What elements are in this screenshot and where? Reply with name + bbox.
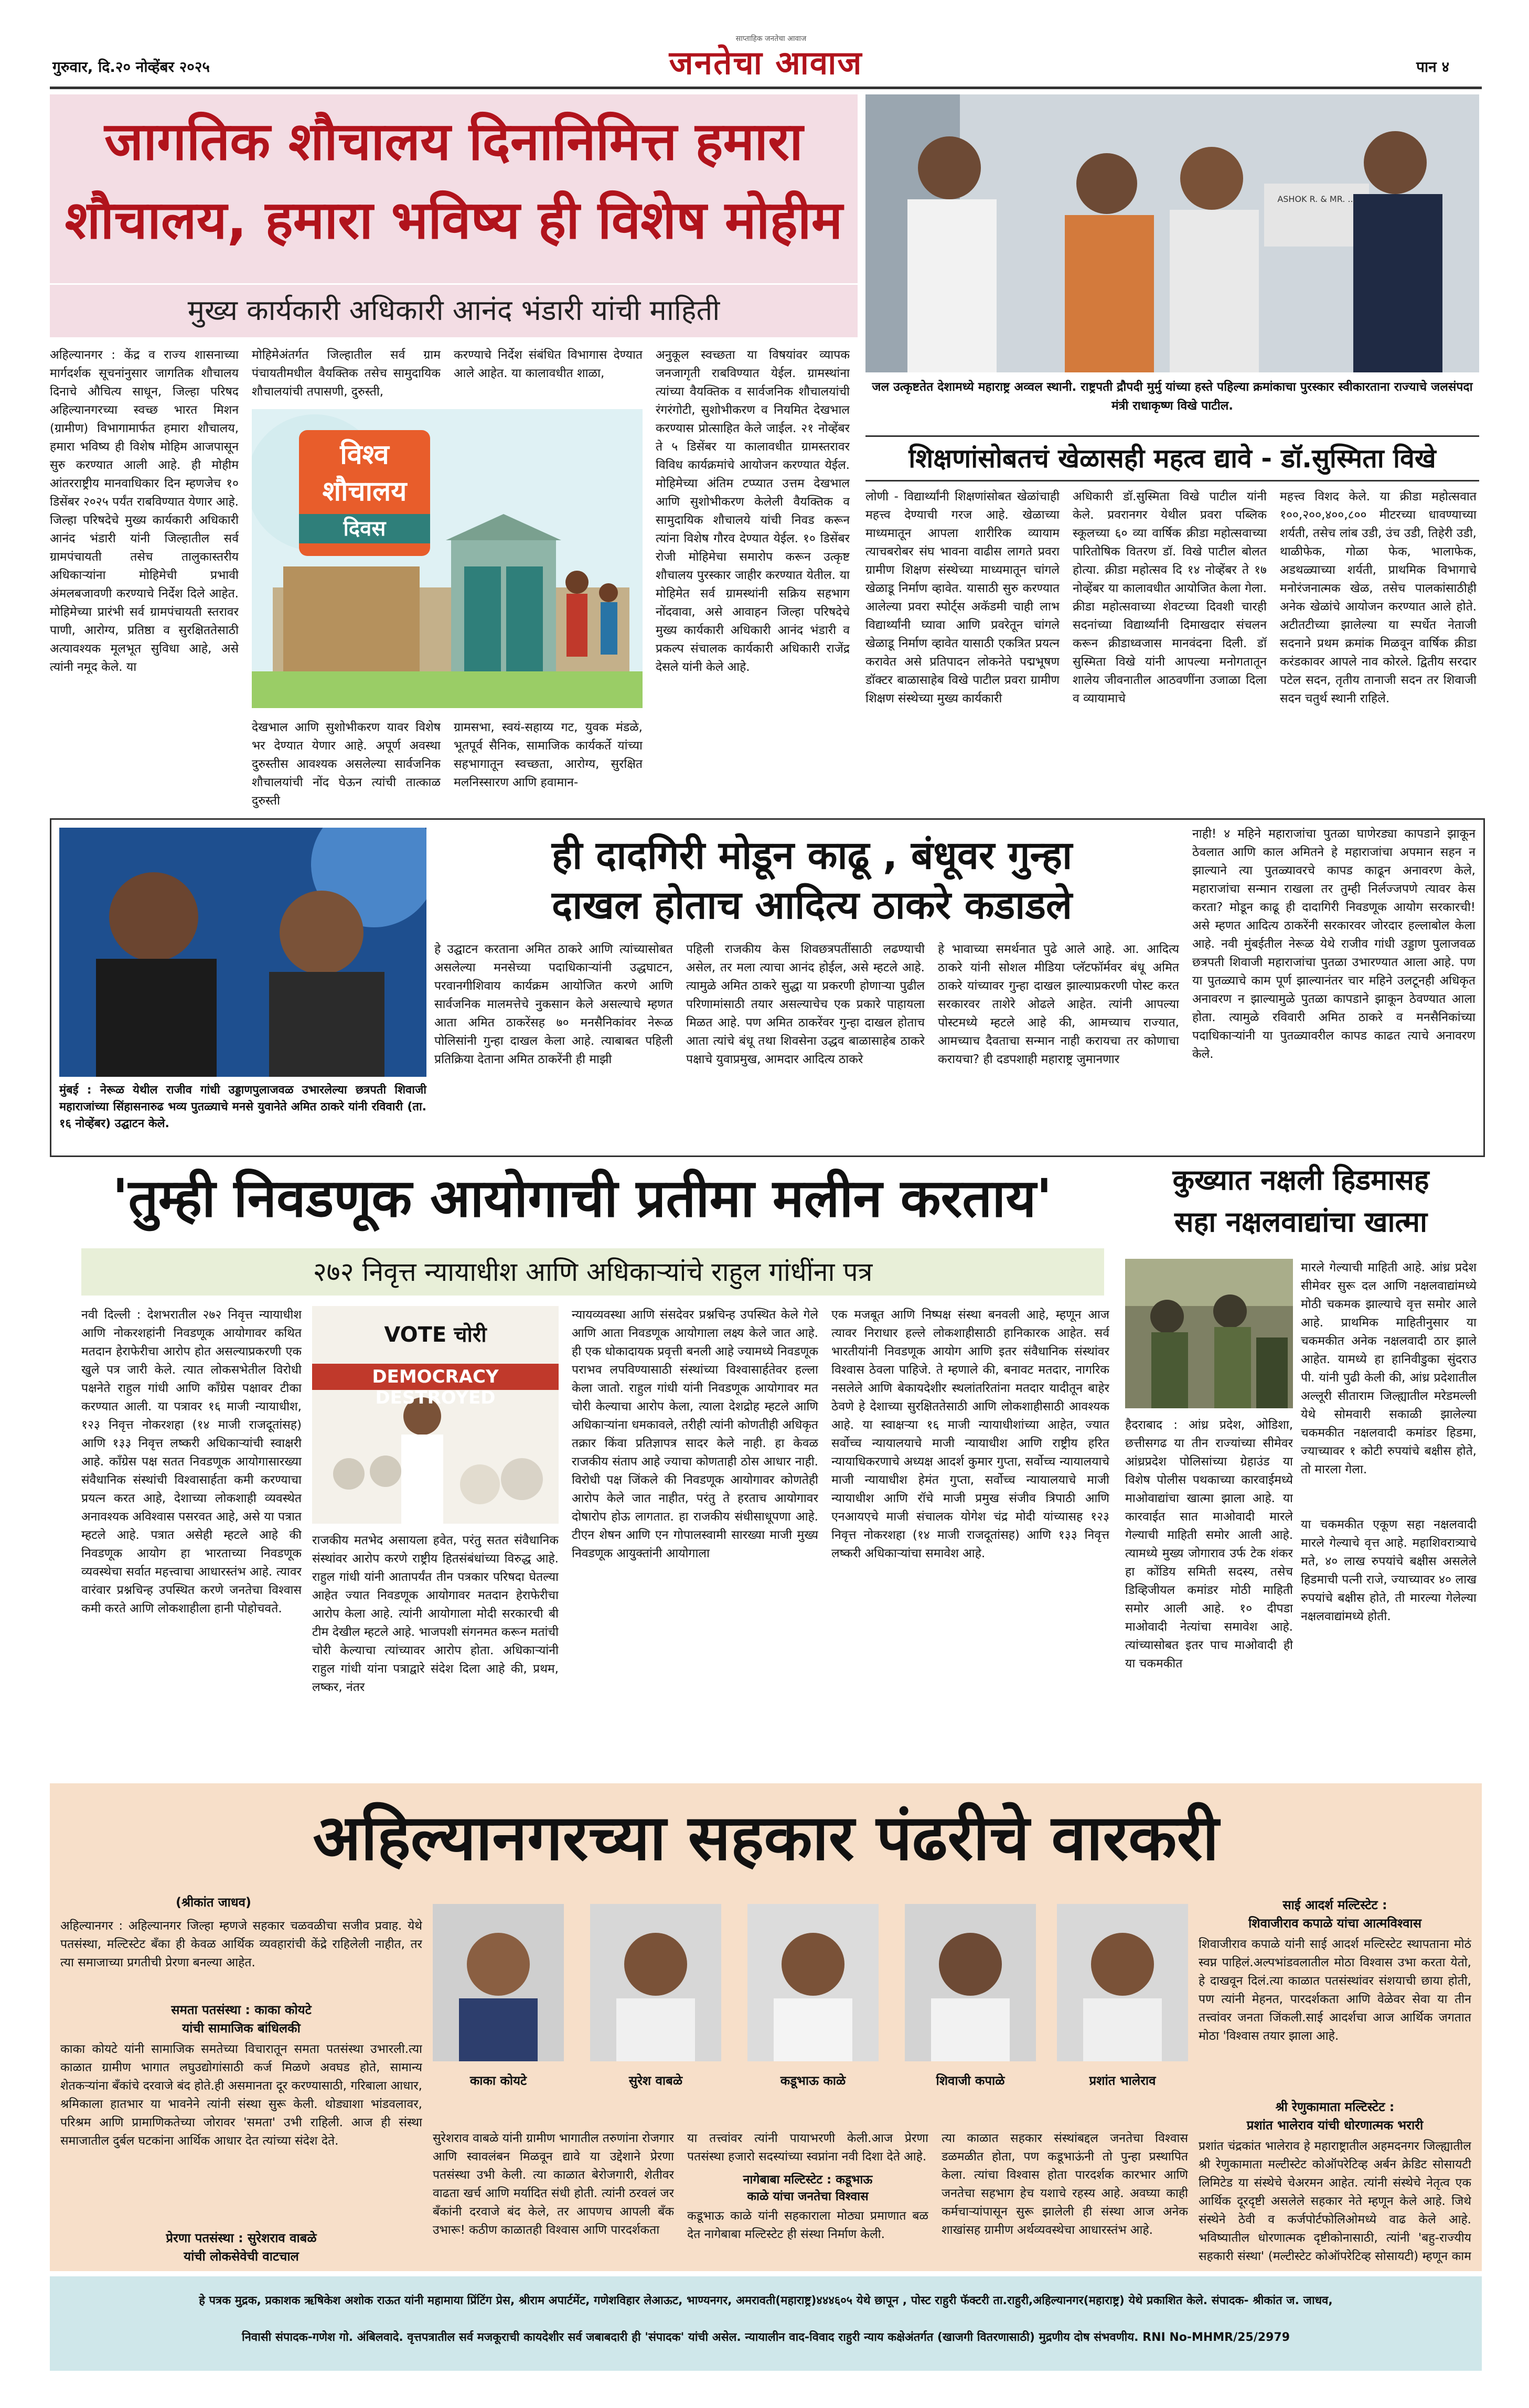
portrait-prashant-bhalerao — [1057, 1904, 1188, 2061]
story7-section1-title: समता पतसंस्था : काका कोयटे — [171, 2003, 312, 2017]
story6-col-left: हैदराबाद : आंध्र प्रदेश, ओडिशा, छत्तीसगढ या तीन राज्यांच्या सीमेवर आंध्रप्रदेश पोलिसांच्या ग्रेहाउंड या विशेष पोलीस पथकाच्या कारवाईमध्ये माओवाद्यांचा खात्मा झाला आहे. या कारवाईत सात माओवादी मारले गेल्याची माहिती समोर आली आहे. त्यामध्ये मुख्य जोगाराव उर्फ टेक शंकर हा कोंडिय समिती सदस्य, तसेच डिव्हिजीयल कमांडर मोठी माहिती समोर आली आहे. १० दीपडा माओवादी नेत्यांचा समावेश आहे. त्यांच्यासोबत इतर पाच माओवादी ही या चकमकीत — [1125, 1418, 1293, 1671]
story7-col-mid1: सुरेशराव वाबळे यांनी ग्रामीण भागातील तरुणांना रोजगार आणि स्वावलंबन मिळवून द्यावे या उद्देशाने प्रेरणा पतसंस्था उभी केली. त्या काळात बेरोजगारी, शेतीवर वाढता खर्च आणि मर्यादित संधी होती. त्यांनी ठरवलं जर बँकांनी दरवाजे बंद केले, तर आपणच आपली बँक उभारू! कठीण काळातही विश्वास आणि पारदर्शकता — [433, 2132, 674, 2237]
story1-col3-bottom: ग्रामसभा, स्वयं-सहाय्य गट, युवक मंडळे, भूतपूर्व सैनिक, सामाजिक कार्यकर्ते यांच्या सहभागातून स्वच्छता, आरोग्य, सुरक्षित मलनिस्सारण आणि हवामान- — [454, 721, 643, 789]
democracy-image — [312, 1306, 559, 1524]
story-cooperative — [50, 1783, 1482, 2271]
story7-section2-sub: यांची लोकसेवेची वाटचाल — [184, 2249, 299, 2264]
portrait-row — [433, 1904, 1188, 2124]
podium-text: ASHOK R. & MR. ... — [1277, 194, 1356, 204]
story1-subhead-box — [50, 283, 858, 337]
story3-headline: शिक्षणांसोबतचं खेळासही महत्व द्यावे - डॉ.सुस्मिता विखे — [908, 443, 1436, 474]
story7-intro: अहिल्यानगर : अहिल्यानगर जिल्हा म्हणजे सहकार चळवळीचा सजीव प्रवाह. येथे पतसंस्था, मल्टिस्टेट बँका ही केवळ आर्थिक व्यवहारांची केंद्रे राहिलेली नाहीत, तर त्या समाजाच्या प्रगतीची प्रेरणा बनल्या आहेत. — [60, 1919, 422, 1970]
story5-subhead: २७२ निवृत्त न्यायाधीश आणि अधिकाऱ्यांचे राहुल गांधींना पत्र — [313, 1257, 873, 1287]
story1-col4: अनुकूल स्वच्छता या विषयांवर व्यापक जनजागृती राबविण्यात येईल. ग्रामस्थांना त्यांच्या वैयक्तिक व सार्वजनिक शौचालयांची रंगरंगोटी, सुशोभीकरण व नियमित देखभाल करण्यास प्रोत्साहित केले जाईल. २१ नोव्हेंबर ते ५ डिसेंबर या कालावधीत ग्रामस्तरावर विविध कार्यक्रमांचे आयोजन करण्यात येईल. मोहिमेच्या अंतिम टप्प्यात उत्तम देखभाल आणि सुशोभीकरण केलेली वैयक्तिक व सामुदायिक शौचालये यांची निवड करून त्यांना विशेष गौरव देण्यात येईल. १० डिसेंबर रोजी मोहिमेचा समारोप करून उत्कृष्ट शौचालय पुरस्कार जाहीर करण्यात येतील. या मोहिमेत सर्व ग्रामस्थांनी सक्रिय सहभाग नोंदवावा, असे आवाहन जिल्हा परिषदेचे मुख्य कार्यकारी अधिकारी आनंद भंडारी व प्रकल्प संचालक कार्यकारी अधिकारी राजेंद्र देसले यांनी केले आहे. — [656, 348, 850, 674]
award-photo-scene — [865, 94, 1479, 372]
story1-col1: अहिल्यानगर : केंद्र व राज्य शासनाच्या मार्गदर्शक सूचनांनुसार जागतिक शौचालय दिनाचे औचित्य साधून, जिल्हा परिषद अहिल्यानगरच्या स्वच्छ भारत मिशन (ग्रामीण) विभागामार्फत हमारा शौचालय, हमारा भविष्य ही विशेष मोहिम आजपासून सुरु करण्यात आली आहे. ही मोहीम आंतरराष्ट्रीय मानवाधिकार दिन म्हणजेच १० डिसेंबर २०२५ पर्यंत राबविण्यात येणार आहे. जिल्हा परिषदेचे मुख्य कार्यकारी अधिकारी आनंद भंडारी यांनी जिल्हातील सर्व ग्रामपंचायती तसेच तालुकास्तरीय अधिकाऱ्यांना मोहिमेची प्रभावी अंमलबजावणी करण्याचे निर्देश दिले आहेत. मोहिमेच्या प्रारंभी सर्व ग्रामपंचायती स्तरावर पाणी, आरोग्य, प्रतिष्ठा व सुरक्षिततेसाठी अत्यावश्यक मूलभूत सुविधा आहे, असे त्यांनी नमूद केले. या — [50, 348, 239, 674]
story3-col2: अधिकारी डॉ.सुस्मिता विखे पाटील यांनी केले. प्रवरानगर येथील प्रवरा पब्लिक स्कूलच्या ६० व्या वार्षिक क्रीडा महोत्सवाच्या पारितोषिक वितरण डॉ. विखे पाटील बोलत होत्या. क्रीडा महोत्सव दि १४ नोव्हेंबर ते १७ नोव्हेंबर या कालावधीत आयोजित केला गेला. क्रीडा महोत्सवाच्या शेवटच्या दिवशी चारही सदनांच्या विद्यार्थ्यांनी दिमाखदार संचलन करून क्रीडाध्वजास मानवंदना दिली. डॉ सुस्मिता विखे यांनी आपल्या मनोगतातून शालेय जीवनातील आठवणींना उजाळा दिला व व्यायामाचे — [1073, 490, 1267, 705]
story1-headline-line2: शौचालय, हमारा भविष्य ही विशेष मोहीम — [65, 189, 843, 251]
portrait-suresh-wable — [590, 1904, 721, 2061]
portrait-5 — [1057, 1904, 1188, 2061]
story-sports — [865, 435, 1479, 839]
toilet-day-graphic — [252, 409, 643, 708]
portrait-name-1: काका कोयटे — [469, 2073, 527, 2088]
masthead-logo: जनतेचा आवाज — [669, 44, 863, 82]
award-photo — [865, 94, 1479, 372]
story-naxal — [1122, 1154, 1479, 1778]
story3-headline-box — [865, 435, 1479, 481]
portrait-name-5: प्रशांत भालेराव — [1089, 2073, 1156, 2088]
story7-col-mid3: त्या काळात सहकार संस्थांबद्दल जनतेचा विश्वास डळमळीत होता, पण कडूभाऊंनी तो पुन्हा प्रस्थापित केला. त्यांचा विश्वास होता पारदर्शक कारभार आणि जनतेचा सहभाग हेच यशाचे रहस्य आहे. अवघ्या काही कर्मचाऱ्यांपासून सुरू झालेली ही संस्था आज अनेक शाखांसह ग्रामीण अर्थव्यवस्थेचा आधारस्तंभ आहे. — [942, 2132, 1188, 2237]
story-thackeray — [50, 818, 1485, 1157]
story4-col1: हे उद्घाटन करताना अमित ठाकरे आणि त्यांच्यासोबत असलेल्या मनसेच्या पदाधिकाऱ्यांनी उद्धघाटन, परवानगीशिवाय कार्यक्रम आयोजित करणे आणि सार्वजनिक मालमत्तेचे नुकसान केले असल्याचे म्हणत आता अमित ठाकरेंसह ७० मनसैनिकांवर नेरूळ पोलिसांनी गुन्हा दाखल केला आहे. त्याबाबत पहिली प्रतिक्रिया देताना अमित ठाकरेंनी ही माझी — [434, 943, 673, 1066]
portrait-name-4: शिवाजी कपाळे — [936, 2073, 1005, 2088]
thackeray-caption: मुंबई : नेरूळ येथील राजीव गांधी उड्डाणपुलाजवळ उभारलेल्या छत्रपती शिवाजी महाराजांच्या सिंहासनारुढ भव्य पुतळ्याचे मनसे युवानेते अमित ठाकरे यांनी रविवारी (ता. १६ नोव्हेंबर) उद्घाटन केले. — [59, 1084, 426, 1130]
masthead-date: गुरुवार, दि.२० नोव्हेंबर २०२५ — [52, 58, 210, 76]
page-number: पान ४ — [1416, 58, 1450, 76]
story3-col1: लोणी - विद्यार्थ्यांनी शिक्षणांसोबत खेळांचाही महत्त्व देण्याची गरज आहे. खेळाच्या माध्यमातून आपला शारीरिक व्यायाम त्याचबरोबर संघ भावना वाढीस लागते प्रवरा ग्रामीण शिक्षण संस्थेच्या माध्यमातून चांगले खेळाडू निर्माण व्हावेत. यासाठी सुरु करण्यात आलेल्या प्रवरा स्पोर्ट्स अकॅडमी चाही लाभ विद्यार्थ्यांनी घ्यावा आणि प्रवरेतून चांगले खेळाडू निर्माण व्हावेत यासाठी एकत्रित प्रयत्न करावेत असे प्रतिपादन लोकनेते पद्मभूषण डॉक्टर बाळासाहेब विखे पाटील प्रवरा ग्रामीण शिक्षण संस्थेच्या मुख्य कार्यकारी — [865, 490, 1060, 705]
portrait-1 — [433, 1904, 564, 2061]
story7-section4-sub: शिवाजीराव कपाळे यांचा आत्मविश्वास — [1248, 1916, 1421, 1931]
masthead-logo-tagline: साप्ताहिक जनतेचा आवाज — [735, 35, 807, 43]
story1-col2-top: मोहिमेअंतर्गत जिल्हातील सर्व ग्राम पंचायतीमधील वैयक्तिक तसेच सामुदायिक शौचालयांची तपासणी, दुरुस्ती, — [252, 348, 441, 399]
story7-section5-title: श्री रेणुकामाता मल्टिस्टेट : — [1275, 2100, 1395, 2114]
story7-section5-text: प्रशांत चंद्रकांत भालेराव हे महाराष्ट्रातील अहमदनगर जिल्ह्यातील श्री रेणुकामाता मल्टीस्टेट कोऑपरेटिव्ह अर्बन क्रेडिट सोसायटी लिमिटेड या संस्थेचे चेअरमन आहेत. त्यांनी संस्थेचे नेतृत्व एक आर्थिक दूरदृष्टी असलेले सहकार नेते म्हणून केले आहे. जिथे संस्थेने ठेवी व कर्जपोर्टफोलिओमध्ये वाढ केले आहे. भविष्यातील धोरणात्मक दृष्टीकोनासाठी, त्यांनी 'बहु-राज्यीय सहकारी संस्था' (मल्टीस्टेट कोऑपरेटिव्ह सोसायटी) म्हणून काम — [1199, 2139, 1471, 2263]
story7-col-mid2b: कडूभाऊ काळे यांनी सहकाराला मोठ्या प्रमाणात बळ देत नागेबाबा मल्टिस्टेट ही संस्था निर्माण केली. — [687, 2209, 928, 2241]
story-award-photo — [865, 94, 1479, 430]
story7-byline: (श्रीकांत जाधव) — [176, 1895, 251, 1910]
imprint-footer — [50, 2276, 1482, 2371]
story7-section1-sub: यांची सामाजिक बांधिलकी — [182, 2021, 301, 2036]
story7-section4-text: शिवाजीराव कपाळे यांनी साई आदर्श मल्टिस्टेट स्थापताना मोठं स्वप्न पाहिलं.अल्पभांडवलातील मोठा विश्वास उभा करता येतो, हे दाखवून दिलं.त्या काळात पतसंस्थांवर संशयाची छाया होती, पण त्यांनी मेहनत, पारदर्शकता आणि वेळेवर सेवा या तीन तत्त्वांवर जनता जिंकली.साई आदर्शचा आज आर्थिक जगतात मोठा 'विश्वास तयार झाला आहे. — [1199, 1938, 1471, 2043]
story5-headline: 'तुम्ही निवडणूक आयोगाची प्रतीमा मलीन करताय' — [112, 1168, 1052, 1229]
portrait-name-3: कडूभाऊ काळे — [780, 2073, 846, 2088]
story5-col1: नवी दिल्ली : देशभरातील २७२ निवृत्त न्यायाधीश आणि नोकरशहांनी निवडणूक आयोगावर कथित मतदान हेराफेरीचा आरोप होत असल्याप्रकरणी एक खुले पत्र जारी केले. त्यात लोकसभेतील विरोधी पक्षनेते राहुल गांधी आणि काँग्रेस पक्षावर टीका करण्यात आली. या पत्रावर १६ माजी न्यायाधीश, १२३ निवृत्त नोकरशहा (१४ माजी राजदूतांसह) आणि १३३ निवृत्त लष्करी अधिकाऱ्यांची स्वाक्षरी आहे. काँग्रेस पक्ष सतत निवडणूक आयोगासारख्या संवैधानिक संस्थांची विश्वासार्हता कमी करण्याचा प्रयत्न करत आहे, देशाच्या लोकशाही व्यवस्थेत अनावश्यक अविश्वास पसरवत आहे, असे या पत्रात म्हटले आहे. पत्रात असेही म्हटले आहे की निवडणूक आयोग हा भारताच्या निवडणूक व्यवस्थेचा सर्वात महत्त्वाचा आधारस्तंभ आहे. त्यावर वारंवार प्रश्नचिन्ह उपस्थित करणे जनतेचा विश्वास कमी करते आणि लोकशाहीला हानी पोहोचवते. — [81, 1308, 302, 1615]
thackeray-photo — [59, 828, 426, 1077]
story5-col3: न्यायव्यवस्था आणि संसदेवर प्रश्नचिन्ह उपस्थित केले गेले आणि आता निवडणूक आयोगाला लक्ष्य केले जात आहे. ही एक धोकादायक प्रवृत्ती बनली आहे ज्यामध्ये निवडणूक पराभव लपविण्यासाठी संस्थांच्या विश्वासार्हतेवर हल्ला केला जातो. राहुल गांधी यांनी निवडणूक आयोगावर मत चोरी केल्याचा आरोप केला, त्याला देशद्रोह म्हटले आणि अधिकाऱ्यांना धमकावले, तरीही त्यांनी कोणतीही अधिकृत तक्रार किंवा प्रतिज्ञापत्र सादर केले नाही. हा केवळ राजकीय संताप आहे ज्याचा कोणताही ठोस आधार नाही. विरोधी पक्ष जिंकले की निवडणूक आयोगावर कोणतेही आरोप केले जात नाहीत, परंतु ते हरताच आयोगावर दोषारोप होऊ लागतात. हा राजकीय संधीसाधूपणा आहे. टीएन शेषन आणि एन गोपालस्वामी सारख्या माजी मुख्य निवडणूक आयुक्तांनी आयोगाला — [572, 1308, 818, 1560]
portrait-4 — [905, 1904, 1036, 2061]
story7-section5-sub: प्रशांत भालेराव यांची धोरणात्मक भरारी — [1246, 2118, 1424, 2133]
story5-col2: राजकीय मतभेद असायला हवेत, परंतु सतत संवैधानिक संस्थांवर आरोप करणे राष्ट्रीय हितसंबंधांच्या विरुद्ध आहे. राहुल गांधी यांनी आतापर्यंत तीन पत्रकार परिषदा घेतल्या आहेत ज्यात निवडणूक आयोगावर मतदान हेराफेरीचा आरोप केला आहे. त्यांनी आयोगाला मोदी सरकारची बी टीम देखील म्हटले आहे. भाजपशी संगनमत करून मतांची चोरी केल्याचा त्यांच्यावर आरोप होता. अधिकाऱ्यांनी राहुल गांधी यांना पत्राद्वारे संदेश दिला आहे की, प्रथम, लष्कर, नंतर — [312, 1534, 559, 1694]
portrait-kadubhau-kale — [747, 1904, 879, 2061]
story6-col-right: या चकमकीत एकूण सहा नक्षलवादी मारले गेल्याचे वृत्त आहे. महाशिवरात्र्याचे मते, ४० लाख रुपयांचे बक्षीस असलेले हिडमाची पत्नी राजे, ज्याच्यावर ४० लाख रुपयांचे बक्षीस होते, ती मारल्या गेलेल्या नक्षलवाद्यांमध्ये होती. — [1301, 1518, 1477, 1623]
story6-col-right-top: मारले गेल्याची माहिती आहे. आंध्र प्रदेश सीमेवर सुरू दल आणि नक्षलवाद्यांमध्ये मोठी चकमक झाल्याचे वृत्त समोर आले आहे. प्राथमिक माहितीनुसार या चकमकीत अनेक नक्षलवादी ठार झाले आहेत. यामध्ये हा हानिवीडुका सुंदराउ पी. यांनी पुढी केली की, आंध्र प्रदेशातील अल्लूरी सीताराम जिल्ह्यातील मरेडमल्ली येथे सोमवारी सकाळी झालेल्या चकमकीत नक्षलवादी कमांडर हिडमा, ज्याच्यावर १ कोटी रुपयांचे बक्षीस होते, तो मारला गेला. — [1301, 1261, 1477, 1476]
story4-headline-line1: ही दादगिरी मोडून काढू , बंधूवर गुन्हा — [551, 833, 1073, 878]
imprint-line2: निवासी संपादक-गणेश गो. अंबिलवादे. वृत्तपत्रातील सर्व मजकूराची कायदेशीर सर्व जबाबदारी ही 'संपादक' यांची असेल. न्यायालीन वाद-विवाद राहुरी न्याय कक्षेअंतर्गत (खाजगी वितरणासाठी) मुद्रणीय दोष संभवणीय. RNI No-MHMR/25/2979 — [241, 2331, 1290, 2344]
vote-chori-text: VOTE चोरी — [384, 1323, 487, 1347]
story-election-commission — [50, 1154, 1115, 1778]
story1-headline-box — [50, 94, 858, 283]
award-photo-caption: जल उत्कृष्टतेत देशामध्ये महाराष्ट्र अव्वल स्थानी. राष्ट्रपती द्रौपदी मुर्मु यांच्या हस्ते पहिल्या क्रमांकाचा पुरस्कार स्वीकारताना राज्याचे जलसंपदा मंत्री राधाकृष्ण विखे पाटील. — [872, 380, 1473, 413]
story4-headline-line2: दाखल होताच आदित्य ठाकरे कडाडले — [551, 883, 1073, 928]
story5-col4: एक मजबूत आणि निष्पक्ष संस्था बनवली आहे, म्हणून आज त्यावर निराधार हल्ले लोकशाहीसाठी हानिकारक आहेत. सर्व भारतीयांनी निवडणूक आयोग आणि इतर संवैधानिक संस्थांवर विश्वास ठेवला पाहिजे. ते म्हणाले की, बनावट मतदार, नागरिक नसलेले आणि बेकायदेशीर स्थलांतरितांना मतदार यादीतून बाहेर ठेवणे हे देशाच्या सुरक्षिततेसाठी आणि लोकशाहीसाठी आवश्यक आहे. या स्वाक्षऱ्या १६ माजी न्यायाधीशांच्या आहेत, ज्यात सर्वोच्च न्यायालयाचे माजी न्यायाधीश आणि राष्ट्रीय हरित न्यायाधिकरणाचे अध्यक्ष आदर्श कुमार गुप्ता, सर्वोच्च न्यायालयाचे माजी न्यायाधीश हेमंत गुप्ता, सर्वोच्च न्यायालयाचे माजी न्यायाधीश आणि रॉचे माजी प्रमुख संजीव त्रिपाठी आणि एनआयएचे माजी संचालक योगेश चंद्र मोदी यांच्यासह १२३ निवृत्त नोकरशहा (१४ माजी राजदूतांसह) आणि १३३ निवृत्त लष्करी अधिकाऱ्यांचा समावेश आहे. — [831, 1308, 1109, 1560]
naxal-photo — [1125, 1259, 1293, 1408]
story7-section4-title: साई आदर्श मल्टिस्टेट : — [1282, 1898, 1387, 1912]
democracy-banner-text: DEMOCRACY DESTROYED — [372, 1366, 499, 1408]
portrait-name-2: सुरेश वाबळे — [628, 2073, 683, 2088]
story4-col3: हे भावाच्या समर्थनात पुढे आले आहे. आ. आदित्य ठाकरे यांनी सोशल मीडिया प्लॅटफॉर्मवर बंधू अमित ठाकरे यांच्यावर गुन्हा दाखल झाल्याप्रकरणी पोस्ट करत सरकारवर ताशेरे ओढले आहेत. त्यांनी आपल्या पोस्टमध्ये म्हटले आहे की, आमच्याच राज्यात, आमच्याच दैवताचा सन्मान नाही करायचा तर कोणाचा करायचा? ही दडपशाही महाराष्ट्र जुमानणार — [938, 943, 1179, 1066]
story7-headline: अहिल्यानगरच्या सहकार पंढरीचे वारकरी — [313, 1802, 1219, 1875]
portrait-3 — [747, 1904, 879, 2061]
story5-subhead-box — [81, 1248, 1104, 1296]
story4-col4: नाही! ४ महिने महाराजांचा पुतळा घाणेरड्या कापडाने झाकून ठेवलात आणि काल अमितने हे महाराजांचा अपमान सहन न झाल्याने त्या पुतळ्यावरचे कापड काढून अनावरण केले, महाराजांचा सन्मान राखला तर तुम्ही निर्लज्जपणे त्यावर केस करता? मोडून काढू ही दादागिरी निवडणूक आयोग सरकारची! असे म्हणत आदित्य ठाकरेंनी सरकारवर जोरदार हल्लाबोल केला आहे. नवी मुंबईतील नेरूळ येथे राजीव गांधी उड्डाण पुलाजवळ छत्रपती शिवाजी महाराजांचा पुतळा उभारण्यात आला आहे. पण या पुतळ्याचे काम पूर्ण झाल्यानंतर चार महिने उलटूनही अधिकृत अनावरण न झाल्यामुळे पुतळा कापडाने झाकून ठेवण्यात आला होता. त्यामुळे रविवारी अमित ठाकरे व मनसैनिकांच्या पदाधिकाऱ्यांनी या पुतळ्यावरील कापड काढत त्याचे अनावरण केले. — [1192, 827, 1475, 1061]
story7-section3-sub: काळे यांचा जनतेचा विश्वास — [747, 2190, 869, 2203]
story7-section3-title: नागेबाबा मल्टिस्टेट : कडूभाऊ — [743, 2173, 873, 2187]
story4-col2: पहिली राजकीय केस शिवछत्रपतींसाठी लढण्याची असेल, तर मला त्याचा आनंद होईल, असे म्हटले आहे. त्यामुळे अमित ठाकरे सुद्धा या प्रकरणी होणाऱ्या पुढील परिणामांसाठी तयार असल्याचेच एक प्रकारे पाहायला मिळत आहे. पण अमित ठाकरेंवर गुन्हा दाखल होताच आता त्यांचे बंधू तथा शिवसेना उद्धव बाळासाहेब ठाकरे पक्षाचे युवाप्रमुख, आमदार आदित्य ठाकरे — [686, 943, 925, 1066]
story7-col-mid2: या तत्त्वांवर त्यांनी पायाभरणी केली.आज प्रेरणा पतसंस्था हजारो सदस्यांच्या स्वप्नांना नवी दिशा देते आहे. — [687, 2132, 928, 2164]
graphic-line3: दिवस — [299, 514, 430, 543]
story7-section1-text: काका कोयटे यांनी सामाजिक समतेच्या विचारातून समता पतसंस्था उभारली.त्या काळात ग्रामीण भागात लघुउद्योगांसाठी कर्ज मिळणे अवघड होते, सामान्य शेतकऱ्यांना बँकांचे दरवाजे बंद होते.ही असमानता दूर करण्यासाठी, गरिबाला आधार, श्रमिकाला हातभार या भावनेने त्यांनी संस्था सुरू केली. थोड्याशा भांडवलावर, परिश्रम आणि प्रामाणिकतेच्या जोरावर 'समता' उभी राहिली. आज ही संस्था समाजातील दुर्बल घटकांना आर्थिक आधार देत त्यांच्या संदेश देते. — [60, 2042, 422, 2148]
story1-headline-line1: जागतिक शौचालय दिनानिमित्त हमारा — [104, 111, 803, 172]
story1-subhead: मुख्य कार्यकारी अधिकारी आनंद भंडारी यांची माहिती — [187, 294, 720, 327]
masthead-rule — [50, 87, 1482, 89]
portrait-shivaji-kapale — [905, 1904, 1036, 2061]
portrait-kaka-koyte — [433, 1904, 564, 2061]
portrait-2 — [590, 1904, 721, 2061]
graphic-line1: विश्व — [340, 439, 389, 470]
story6-headline-line1: कुख्यात नक्षली हिडमासह — [1172, 1163, 1429, 1196]
graphic-line2: शौचालय — [322, 476, 407, 507]
masthead — [0, 0, 1529, 89]
story3-col3: महत्त्व विशद केले. या क्रीडा महोत्सवात १००,२००,४००,८०० मीटरच्या धावण्याच्या शर्यती, तसेच लांब उडी, उंच उडी, तिहेरी उडी, थाळीफेक, गोळा फेक, भालाफेक, अडथळ्याच्या शर्यती, प्राथमिक विभागाचे मनोरंजनात्मक खेळ, तसेच पालकांसाठीही अनेक खेळांचे आयोजन करण्यात आले होते. अटीतटीच्या झालेल्या या स्पर्धेत नेताजी सदनाने प्रथम क्रमांक मिळवून वार्षिक क्रीडा करंडकावर आपले नाव कोरले. द्वितीय सरदार पटेल सदन, तृतीय तानाजी सदन तर शिवाजी सदन चतुर्थ स्थानी राहिले. — [1280, 490, 1477, 705]
story6-headline-line2: सहा नक्षलवाद्यांचा खात्मा — [1174, 1205, 1427, 1238]
story1-col3-top: करण्याचे निर्देश संबंधित विभागास देण्यात आले आहेत. या कालावधीत शाळा, — [454, 348, 643, 380]
story1-col2-bottom: देखभाल आणि सुशोभीकरण यावर विशेष भर देण्यात येणार आहे. अपूर्ण अवस्था दुरुस्तीस आवश्यक असलेल्या सार्वजनिक शौचालयांची नोंद घेऊन त्यांची तात्काळ दुरुस्ती — [252, 721, 441, 808]
story-toilet-day — [50, 94, 858, 839]
story7-section2-title: प्रेरणा पतसंस्था : सुरेशराव वाबळे — [166, 2231, 317, 2245]
thackeray-photo-scene — [59, 828, 426, 1077]
naxal-photo-scene — [1125, 1259, 1293, 1408]
imprint-line1: हे पत्रक मुद्रक, प्रकाशक ऋषिकेश अशोक राऊत यांनी महामाया प्रिंटिंग प्रेस, श्रीराम अपार्टमेंट, गणेशविहार लेआऊट, भाण्यनगर, अमरावती(महाराष्ट्र)४४४६०५ येथे छापून , पोस्ट राहुरी फॅक्टरी ता.राहुरी,अहिल्यानगर(महाराष्ट्र) येथे प्रकाशित केले. संपादक- श्रीकांत ज. जाधव, — [199, 2294, 1333, 2307]
